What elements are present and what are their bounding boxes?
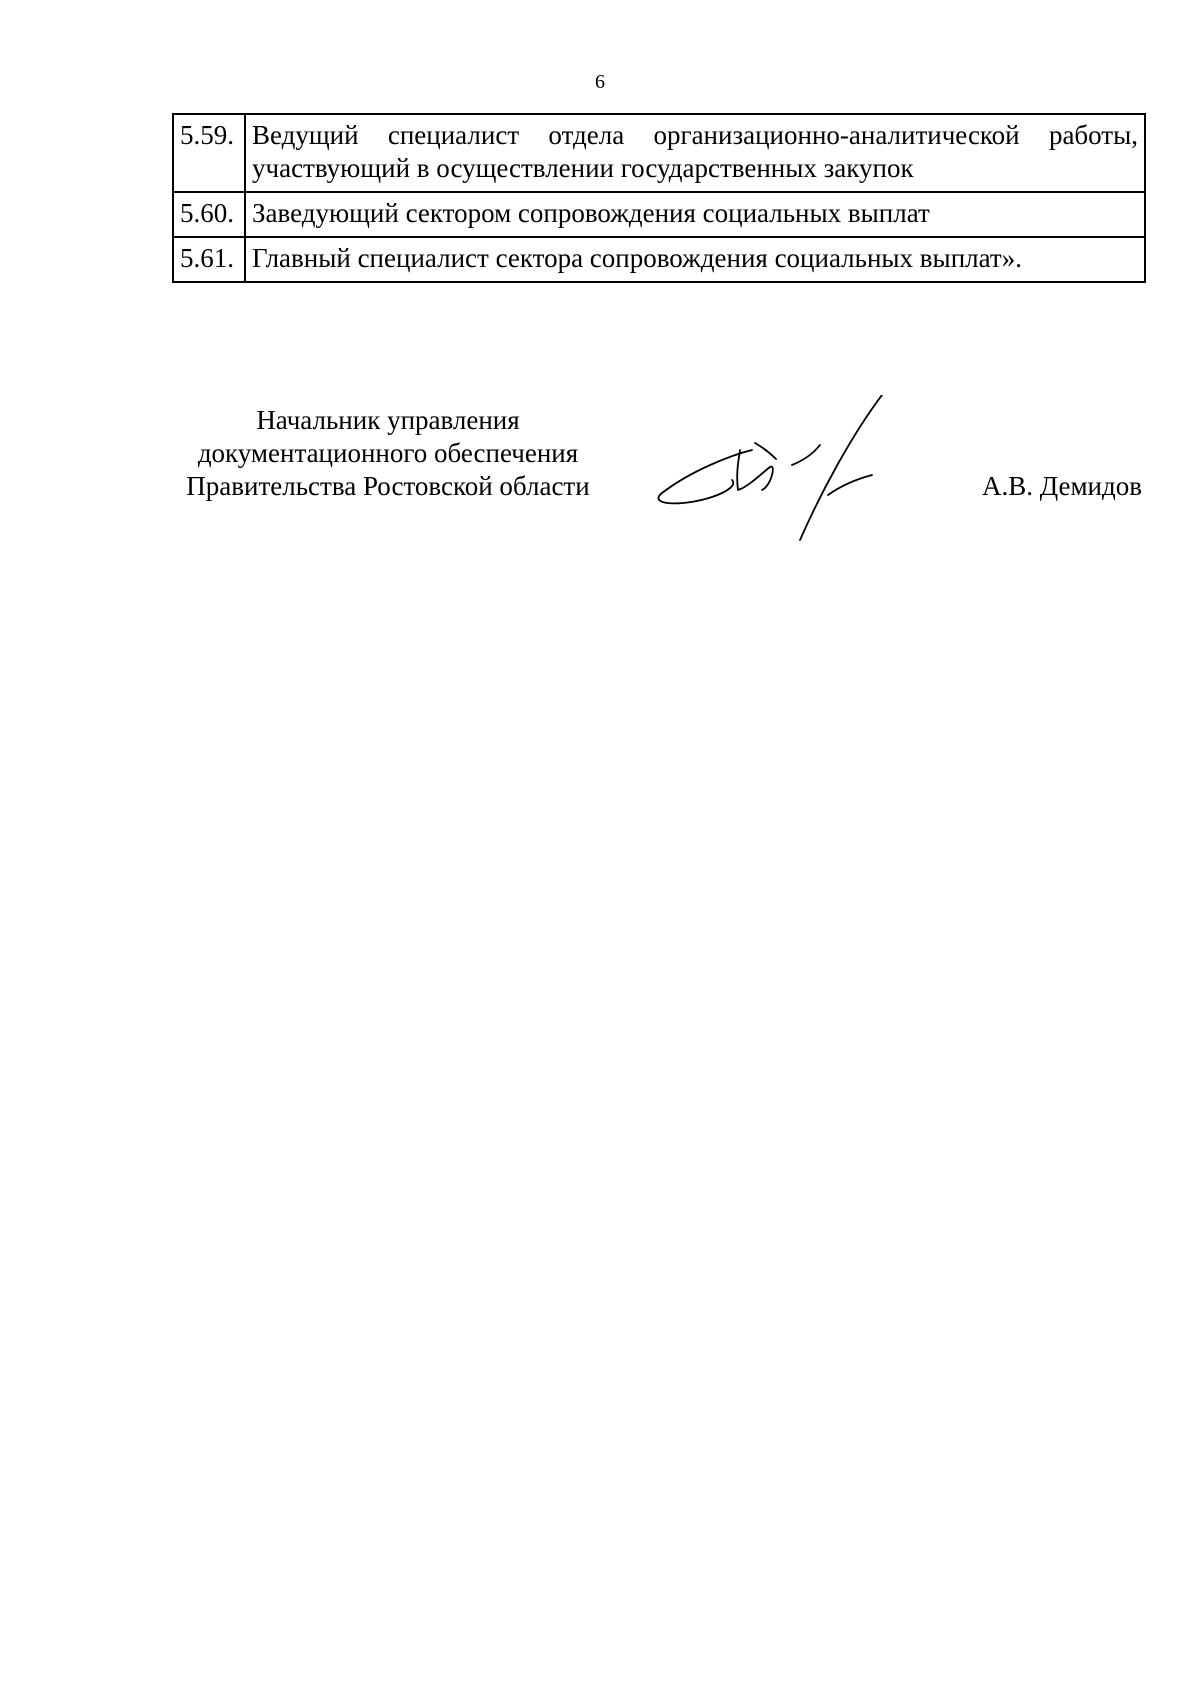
- signer-name: А.В. Демидов: [981, 471, 1142, 501]
- row-text: Главный специалист сектора сопровождения социальных выплат».: [245, 237, 1145, 282]
- row-number: 5.59.: [173, 114, 245, 192]
- row-number: 5.60.: [173, 192, 245, 237]
- position-line: Правительства Ростовской области: [186, 471, 590, 501]
- table-row: [173, 114, 1145, 192]
- page-number: 6: [595, 71, 605, 93]
- row-number: 5.61.: [173, 237, 245, 282]
- row-text: Заведующий сектором сопровождения социальных выплат: [245, 192, 1145, 237]
- position-line: Начальник управления: [256, 405, 520, 435]
- table-row: [173, 237, 1145, 282]
- handwritten-signature-icon: [652, 395, 952, 555]
- position-line: документационного обеспечения: [197, 438, 579, 468]
- signatory-position: [168, 404, 608, 503]
- row-text: Ведущий специалист отдела организационно-аналитической работы, участвующий в осуществлении государственных закупок: [245, 114, 1145, 192]
- table-row: [173, 192, 1145, 237]
- positions-table: [172, 113, 1146, 283]
